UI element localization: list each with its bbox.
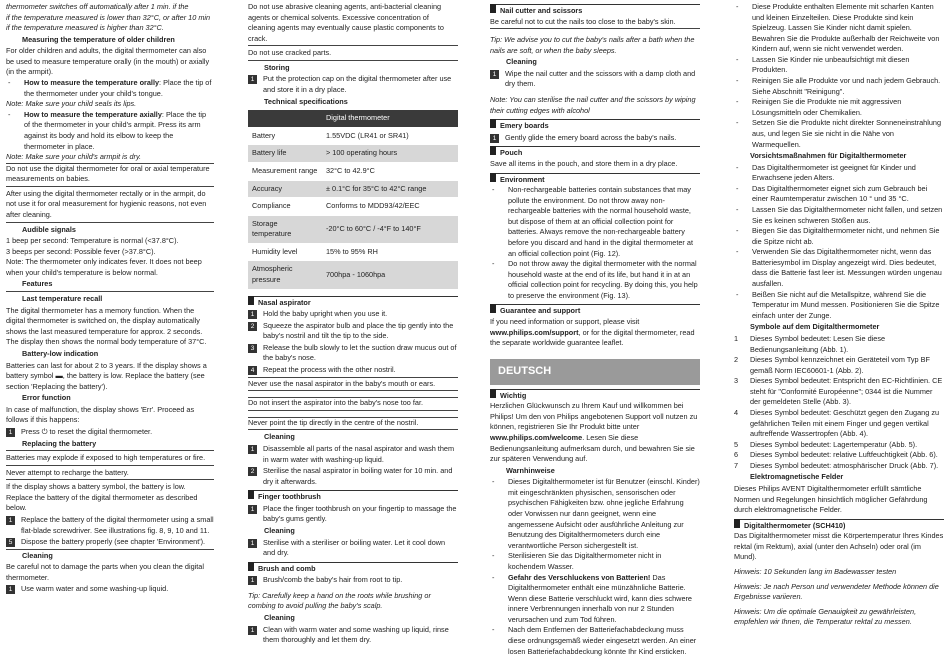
note: Hinweis: 10 Sekunden lang im Badewasser testen: [734, 567, 897, 577]
step-text: Hold the baby upright when you use it.: [263, 309, 388, 319]
step-number: 1: [6, 516, 15, 525]
step-number: 1: [248, 626, 257, 635]
step-number: 1: [248, 75, 257, 84]
step-text: Disassemble all parts of the nasal aspirator and wash them in warm water with washing-up liquid.: [263, 443, 455, 464]
bullet-dash: -: [492, 551, 495, 561]
spec-key: Atmospheric pressure: [248, 261, 322, 289]
bullet-text: : Place the tip of the thermometer under your child's tongue.: [24, 78, 212, 98]
step-text: Use warm water and some washing-up liquid.: [21, 584, 169, 594]
bullet-dash: -: [492, 185, 495, 195]
spec-value: > 100 operating hours: [322, 145, 458, 163]
warning-text: Do not use the digital thermometer for oral or axial temperature measurements on babies.: [6, 163, 214, 187]
heading-cleaning: Cleaning: [22, 550, 53, 560]
bullet-text: Reinigen Sie alle Produkte vor und nach jedem Gebrauch. Siehe Abschnitt "Reinigung".: [752, 76, 941, 96]
spec-row: [248, 215, 458, 243]
bullet-item: [490, 625, 700, 657]
heading-symbole: Symbole auf dem Digitalthermometer: [750, 322, 880, 332]
bullet-item: [6, 78, 214, 99]
step-item: [248, 575, 458, 586]
section-marker: [490, 173, 496, 182]
spec-key: Measurement range: [248, 162, 322, 180]
item-number: 7: [734, 460, 739, 470]
numbered-item: [734, 450, 944, 461]
bullet-dash: -: [736, 204, 739, 214]
bullet-text: Dieses Digitalthermometer ist für Benutzer (einschl. Kinder) mit eingeschränkten physischen, sensorischen oder psychischen Fähigkeiten bzw. ohne jegliche Erfahrung oder Vorwissen nur dann geeignet, wenn eine angemessene Aufsicht oder ausführliche Anleitung zur Benutzung des Digitalthermometers durch eine verantwortliche Person sichergestellt ist.: [508, 477, 700, 550]
step-number: 1: [248, 576, 257, 585]
step-item: [6, 537, 214, 550]
heading-technical-specifications: Technical specifications: [264, 96, 348, 106]
bullet-text: : Place the tip of the thermometer in your child's armpit. Press its arm against its body and hold its elbow to keep the thermometer in place.: [24, 109, 207, 151]
section-marker: [734, 519, 740, 528]
bullet-dash: -: [736, 97, 739, 107]
paragraph: 1 beep per second: Temperature is normal (<37.8°C).: [6, 236, 179, 246]
bullet-dash: -: [736, 289, 739, 299]
step-number: 1: [248, 539, 257, 548]
column-2: [248, 2, 458, 670]
bullet-item: [734, 163, 944, 184]
step-text: Squeeze the aspirator bulb and place the tip gently into the baby's nostril and tilt the tip to the side.: [263, 320, 454, 341]
paragraph: The digital thermometer has a memory function. When the digital thermometer is switched on, the display automatically shows the last measured temperature for approx. 2 seconds. The display then shows the normal body temperature of 37°C.: [6, 305, 207, 347]
bullet-item: [490, 551, 700, 572]
warning-text: After using the digital thermometer rectally or in the armpit, do not use it for oral measurement for hygienic reasons, not even after cleaning.: [6, 189, 214, 223]
bullet-item: [734, 205, 944, 226]
step-text: Sterilise with a steriliser or boiling water. Let it cool down and dry.: [263, 537, 446, 558]
section-marker: [490, 389, 496, 398]
item-text: Dieses Symbol kennzeichnet ein Geräteteil vom Typ BF gemäß Norm IEC60601-1 (Abb. 2).: [750, 355, 930, 375]
bullet-dash: -: [736, 54, 739, 64]
section-marker: [490, 304, 496, 313]
step-item: [6, 515, 214, 536]
bullet-dash: -: [492, 625, 495, 635]
step-item: [6, 584, 214, 595]
bullet-dash: -: [736, 118, 739, 128]
item-number: 5: [734, 439, 739, 449]
text: Herzlichen Glückwunsch zu Ihrem Kauf und willkommen bei Philips! Um den von Philips angebotenen Support voll nutzen zu können, registrieren Sie Ihr Produkt bitte unter: [490, 401, 698, 432]
section-pouch: [490, 146, 700, 159]
section-title: Guarantee and support: [500, 306, 581, 316]
step-number: 3: [248, 344, 257, 353]
bullet-dash: -: [8, 109, 11, 119]
item-text: Dieses Symbol bedeutet: Entspricht den EC-Richtlinien. CE steht für "Conformité Européenne"; 0344 ist die Nummer der gemeldeten Stelle (Abb. 3).: [750, 376, 943, 407]
spec-key: Storage temperature: [248, 215, 322, 243]
bullet-dash: -: [736, 247, 739, 257]
bullet-text: Das Digitalthermometer enthält eine münzähnliche Batterie. Wenn diese Batterie verschluckt wird, kann dies schwere innere Verbrennungen innerhalb von nur 2 Stunden verursachen und zum Tod führen.: [508, 572, 692, 624]
spec-row: [248, 127, 458, 145]
bold-lead: How to measure the temperature orally: [24, 78, 160, 88]
bullet-text: Das Digitalthermometer eignet sich zum Gebrauch bei einer Raumtemperatur zwischen 10 ° und 35 °C.: [752, 183, 928, 204]
step-item: [248, 444, 458, 465]
section-title: Nail cutter and scissors: [500, 6, 583, 15]
bullet-item: [490, 259, 700, 301]
step-text: Replace the battery of the digital thermometer using a small flat-blade screwdriver. See illustrations fig. 8, 9, 10 and 11.: [21, 515, 214, 535]
item-text: Dieses Symbol bedeutet: relative Luftfeuchtigkeit (Abb. 6).: [750, 450, 938, 460]
warning-text: Do not use abrasive cleaning agents, anti-bacterial cleaning agents or chemical solvents. Excessive concentration of cleaning agents may eventually cause plastic components to crack.: [248, 2, 458, 46]
step-number: 1: [6, 428, 15, 437]
heading-cleaning: Cleaning: [506, 57, 537, 67]
step-number: 1: [248, 505, 257, 514]
heading-storing: Storing: [264, 62, 290, 72]
column-3: [490, 2, 700, 670]
note: Note: Make sure your child seals its lips.: [6, 99, 137, 109]
spec-row: [248, 198, 458, 216]
spec-key: Humidity level: [248, 243, 322, 261]
bullet-item: [6, 110, 214, 152]
step-text: Wipe the nail cutter and the scissors with a damp cloth and dry them.: [505, 68, 696, 89]
paragraph: [490, 317, 700, 349]
section-wichtig: [490, 389, 700, 402]
heading-older-children: Measuring the temperature of older children: [22, 34, 175, 44]
spec-value: ± 0.1°C for 35°C to 42°C range: [322, 180, 458, 198]
heading-warnhinweise: Warnhinweise: [506, 465, 555, 475]
bullet-item: [734, 290, 944, 322]
step-item: [248, 365, 458, 378]
section-nasal-aspirator: [248, 296, 458, 309]
heading-recall: Last temperature recall: [22, 294, 103, 304]
step-number: 2: [248, 467, 257, 476]
section-title: Environment: [500, 174, 545, 184]
bullet-text: Beißen Sie nicht auf die Metallspitze, während Sie die Temperatur im Mund messen. Positionieren Sie die Spitze einfach unter der Zunge.: [752, 289, 940, 320]
warning-text: Do not insert the aspirator into the baby's nose too far.: [248, 397, 458, 411]
bullet-dash: -: [736, 183, 739, 193]
bullet-item: [734, 2, 944, 55]
paragraph: Dieses Philips AVENT Digitalthermometer erfüllt sämtliche Normen und Regelungen hinsichtlich möglicher Gefährdung durch elektromagnetische Felder.: [734, 484, 928, 515]
warning-text: Batteries may explode if exposed to high temperatures or fire.: [6, 453, 214, 466]
warning-text: Never point the tip directly in the centre of the nostril.: [248, 417, 458, 431]
warning-text: Never attempt to recharge the battery.: [6, 468, 214, 481]
bullet-item: [734, 55, 944, 76]
section-finger-toothbrush: [248, 490, 458, 503]
bullet-dash: -: [492, 477, 495, 487]
step-item: [248, 309, 458, 320]
heading-battery-low: Battery-low indication: [22, 348, 99, 358]
spec-key: Accuracy: [248, 180, 322, 198]
section-title: Pouch: [500, 148, 523, 158]
paragraph: [490, 401, 700, 464]
item-text: Dieses Symbol bedeutet: Geschützt gegen den Zugang zu gefährlichen Teilen mit einem Finger und gegen vertikal auftreffende Wassertropfen (Abb. 4).: [750, 407, 940, 439]
bullet-dash: -: [736, 162, 739, 172]
section-title: Brush and comb: [258, 563, 316, 573]
step-item: [248, 321, 458, 342]
step-item: [490, 69, 700, 90]
bullet-dash: -: [736, 226, 739, 236]
section-emery-boards: [490, 119, 700, 132]
numbered-item: [734, 440, 944, 451]
section-guarantee: [490, 304, 700, 317]
bullet-text: Setzen Sie die Produkte nicht direkter Sonneneinstrahlung aus, und legen Sie sie nicht in die Nähe von Warmequellen.: [752, 118, 942, 149]
section-marker: [248, 296, 254, 305]
paragraph: Be careful not to damage the parts when you clean the digital thermometer.: [6, 562, 204, 582]
step-item: [248, 504, 458, 525]
bullet-dash: -: [8, 78, 11, 88]
numbered-item: [734, 376, 944, 408]
item-number: 1: [734, 333, 739, 343]
step-text: Place the finger toothbrush on your fingertip to massage the baby's gums gently.: [263, 503, 457, 524]
step-item: [248, 466, 458, 487]
spec-row: [248, 261, 458, 289]
note: Note: You can sterilise the nail cutter and the scissors by wiping their cutting edges with alcohol: [490, 95, 696, 115]
step-number: 2: [248, 322, 257, 331]
step-text: Release the bulb slowly to let the suction draw mucus out of the baby's nose.: [263, 342, 457, 363]
section-title: Emery boards: [500, 121, 549, 131]
bullet-text: Sterilisieren Sie das Digitalthermometer nicht in kochendem Wasser.: [508, 551, 662, 571]
welcome-link[interactable]: www.philips.com/welcome: [490, 433, 583, 443]
spec-table: [248, 110, 458, 289]
section-marker: [490, 119, 496, 128]
intro-line: if the temperature measured is higher than 32°C.: [6, 23, 164, 33]
step-item: [248, 74, 458, 95]
step-text: Gently glide the emery board across the baby's nails.: [505, 132, 677, 142]
step-number: 1: [248, 310, 257, 319]
spec-key: Battery life: [248, 145, 322, 163]
paragraph: If the display shows a battery symbol, the battery is low. Replace the battery of the digital thermometer as described below.: [6, 482, 198, 513]
section-title: Finger toothbrush: [258, 492, 321, 502]
tip: Tip: We advise you to cut the baby's nails after a bath when the nails are soft, or when the baby sleeps.: [490, 35, 695, 55]
section-brush-comb: [248, 562, 458, 575]
item-number: 3: [734, 376, 739, 386]
section-title: Nasal aspirator: [258, 297, 311, 307]
paragraph: Batteries can last for about 2 to 3 years. If the display shows a battery symbol ▬, the battery is low. Replace the battery (see section 'Replacing the battery').: [6, 360, 207, 391]
bullet-item: [490, 477, 700, 551]
column-4: [734, 2, 944, 670]
warning-text: Do not use cracked parts.: [248, 48, 458, 61]
heading-cleaning: Cleaning: [264, 525, 295, 535]
heading-features: Features: [6, 279, 214, 292]
text: . Lesen Sie diese Bedienungsanleitung aufmerksam durch, und bewahren Sie sie zur späteren Verwendung auf.: [490, 433, 695, 464]
step-text: Dispose the battery properly (see chapter 'Environment').: [21, 537, 206, 547]
paragraph: In case of malfunction, the display shows 'Err'. Proceed as follows if this happens:: [6, 404, 195, 425]
bullet-item: [490, 573, 700, 626]
spec-row: [248, 162, 458, 180]
heading-replacing: Replacing the battery: [6, 439, 214, 452]
numbered-item: [734, 461, 944, 472]
warning-text: Never use the nasal aspirator in the baby's mouth or ears.: [248, 379, 458, 392]
step-text: Brush/comb the baby's hair from root to tip.: [263, 575, 403, 585]
heading-audible: Audible signals: [22, 224, 76, 234]
spec-row: [248, 180, 458, 198]
item-text: Dieses Symbol bedeutet: atmosphärischer Druck (Abb. 7).: [750, 460, 939, 470]
bullet-text: Das Digitalthermometer ist geeignet für Kinder und Erwachsene jeden Alters.: [752, 162, 916, 183]
spec-header: Digital thermometer: [322, 110, 458, 127]
heading-cleaning: Cleaning: [264, 432, 295, 442]
bold-lead: Gefahr des Verschluckens von Batterien!: [508, 572, 651, 582]
step-text: Repeat the process with the other nostril.: [263, 365, 396, 375]
section-title: Digitalthermometer (SCH410): [744, 520, 846, 530]
paragraph: Save all items in the pouch, and store them in a dry place.: [490, 158, 678, 168]
step-number: 5: [6, 538, 15, 547]
section-title: Wichtig: [500, 390, 527, 400]
bullet-text: Lassen Sie Kinder nie unbeaufsichtigt mit diesen Produkten.: [752, 54, 910, 75]
bullet-item: [734, 118, 944, 150]
section-marker: [248, 490, 254, 499]
item-text: Dieses Symbol bedeutet: Lesen Sie diese Bedienungsanleitung (Abb. 1).: [750, 333, 886, 354]
step-number: 1: [6, 585, 15, 594]
section-marker: [490, 146, 496, 155]
step-number: 4: [248, 366, 257, 375]
step-number: 1: [490, 134, 499, 143]
spec-value: 32°C to 42.9°C: [322, 162, 458, 180]
step-item: [248, 343, 458, 364]
bullet-text: Nach dem Entfernen der Batteriefachabdeckung muss diese ordnungsgemäß wieder eingesetzt werden. An einer losen Batteriefachabdeckung könnte Ihr Kind ersticken.: [508, 625, 697, 656]
bullet-text: Verwenden Sie das Digitalthermometer nicht, wenn das Batteriesymbol im Display angezeigt wird. Dies bedeutet, dass die Batterie fast leer ist. Messungen würden ungenau ausfallen.: [752, 247, 942, 289]
spec-value: 700hpa - 1060hpa: [322, 261, 458, 289]
spec-row: [248, 145, 458, 163]
bullet-dash: -: [736, 76, 739, 86]
spec-value: 1.55VDC (LR41 or SR41): [322, 127, 458, 145]
numbered-item: [734, 355, 944, 376]
section-marker: [490, 4, 496, 13]
section-digitalthermometer: [734, 519, 944, 532]
bullet-text: Diese Produkte enthalten Elemente mit scharfen Kanten und kleinen Einzelteilen. Diese Produkte sind kein Spielzeug. Lassen Sie Kinder nicht damit spielen. Bewahren Sie die Produkte außerhalb der Reichweite von Kindern auf, wenn sie nicht verwendet werden.: [752, 2, 940, 54]
warning-text: Be careful not to cut the nails too close to the baby's skin.: [490, 17, 700, 30]
spec-value: Conforms to MDD93/42/EEC: [322, 198, 458, 216]
spec-key: Compliance: [248, 198, 322, 216]
support-link[interactable]: www.philips.com/support: [490, 327, 579, 337]
bullet-dash: -: [736, 2, 739, 11]
step-number: 1: [248, 445, 257, 454]
intro-line: if the temperature measured is lower than 32°C, or after 10 min: [6, 12, 211, 22]
step-item: [248, 538, 458, 559]
bold-lead: How to measure the temperature axially: [24, 109, 162, 119]
numbered-item: [734, 408, 944, 440]
item-number: 6: [734, 450, 739, 460]
numbered-item: [734, 334, 944, 355]
bullet-item: [734, 76, 944, 97]
column-1: [6, 2, 214, 670]
bullet-item: [734, 97, 944, 118]
heading-emf: Elektromagnetische Felder: [750, 472, 844, 482]
bullet-text: Reinigen Sie die Produkte nie mit aggressiven Lösungsmitteln oder Chemikalien.: [752, 97, 902, 117]
bullet-text: Lassen Sie das Digitalthermometer nicht fallen, und setzen Sie es keinen schweren Stößen aus.: [752, 204, 943, 225]
section-marker: [248, 562, 254, 571]
note: Hinweis: Je nach Person und verwendeter Methode können die Ergebnisse variieren.: [734, 581, 939, 602]
paragraph: Note: The thermometer only indicates fever. It does not beep when your child's temperature is below normal.: [6, 257, 202, 277]
item-number: 2: [734, 355, 739, 365]
text: If you need information or support, please visit: [490, 317, 640, 327]
bullet-text: Do not throw away the digital thermometer with the normal household waste at the end of its life, but hand it in at an official collection point for recycling. By doing this, you help to preserve the environment (Fig. 13).: [508, 259, 698, 300]
item-text: Dieses Symbol bedeutet: Lagertemperatur (Abb. 5).: [750, 439, 918, 449]
section-environment: [490, 173, 700, 186]
step-text: Press ⏻ to reset the digital thermometer.: [21, 426, 153, 436]
tip: Tip: Carefully keep a hand on the roots while brushing or combing to avoid pulling the baby's scalp.: [248, 590, 431, 611]
step-text: Put the protection cap on the digital thermometer after use and store it in a dry place.: [263, 74, 452, 95]
spec-value: 15% to 95% RH: [322, 243, 458, 261]
language-banner: DEUTSCH: [490, 359, 700, 385]
spec-row: [248, 243, 458, 261]
spec-value: -20°C to 60°C / -4°F to 140°F: [322, 215, 458, 243]
note: Note: Make sure your child's armpit is dry.: [6, 152, 142, 162]
bullet-dash: -: [492, 572, 495, 582]
item-number: 4: [734, 407, 739, 417]
bullet-item: [734, 184, 944, 205]
step-text: Clean with warm water and some washing up liquid, rinse them thoroughly and let them dry.: [263, 624, 449, 645]
paragraph: Das Digitalthermometer misst die Körpertemperatur Ihres Kindes rektal (im Rektum), axial (unter den Achseln) oder oral (im Mund).: [734, 531, 944, 562]
paragraph: For older children and adults, the digital thermometer can also be used to measure temperature orally (in the mouth) or axially (in the armpit).: [6, 46, 210, 77]
bullet-item: [734, 226, 944, 247]
heading-error: Error function: [22, 393, 71, 403]
intro-line: thermometer switches off automatically after 1 min. if the: [6, 2, 189, 11]
bullet-dash: -: [492, 259, 495, 269]
paragraph: 3 beeps per second: Possible fever (>37.8°C).: [6, 246, 156, 256]
spec-key: Battery: [248, 127, 322, 145]
bullet-item: [734, 247, 944, 289]
step-item: [6, 427, 214, 438]
bullet-text: Biegen Sie das Digitalthermometer nicht, und nehmen Sie die Spitze nicht ab.: [752, 226, 940, 246]
bullet-item: [490, 185, 700, 259]
bullet-text: Non-rechargeable batteries contain substances that may pollute the environment. Do not throw away non-rechargeable batteries with the normal household waste, but dispose of them at an official collection point for batteries. Always remove the non-rechargeable battery before you discard and hand in the digital thermometer at an official collection point (Fig. 12).: [508, 185, 693, 258]
note: Hinweis: Um die optimale Genauigkeit zu gewährleisten, empfehlen wir Ihnen, die Temperatur rektal zu messen.: [734, 606, 917, 627]
section-nail-cutter: [490, 4, 700, 17]
step-number: 1: [490, 70, 499, 79]
step-item: [490, 133, 700, 144]
spec-header-row: [248, 110, 458, 127]
step-text: Sterilise the nasal aspirator in boiling water for 10 min. and dry it afterwards.: [263, 466, 453, 486]
text: , or for the digital thermometer, read the separate worldwide guarantee leaflet.: [490, 327, 695, 348]
step-item: [248, 625, 458, 646]
heading-vorsicht: Vorsichtsmaßnahmen für Digitalthermometer: [750, 151, 907, 161]
heading-cleaning: Cleaning: [264, 613, 295, 623]
